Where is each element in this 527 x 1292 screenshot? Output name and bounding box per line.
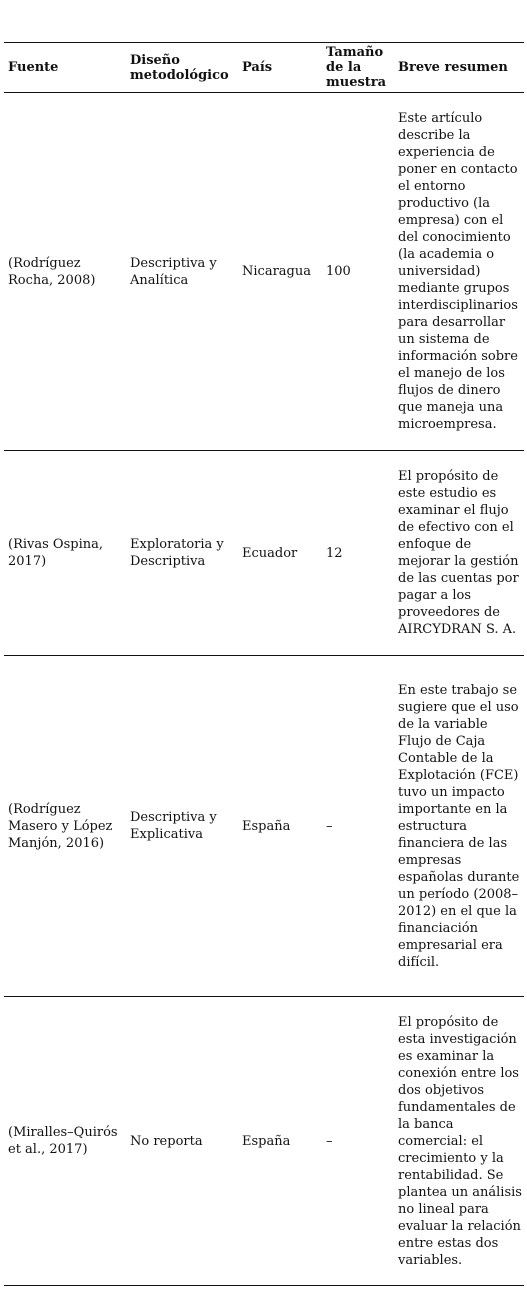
- cell-design: Descriptiva y Explicativa: [130, 810, 217, 842]
- table-row: [4, 93, 524, 451]
- table-body: [4, 93, 524, 1286]
- cell-country: Ecuador: [242, 545, 298, 561]
- header-country: País: [242, 60, 273, 75]
- cell-design: Exploratoria y Descriptiva: [130, 537, 224, 569]
- header-sample: Tamaño de la muestra: [326, 45, 387, 90]
- header-design: Diseño metodológico: [130, 52, 229, 83]
- cell-summary: El propósito de esta investigación es examinar la conexión entre los dos objetivos fundamentales de la banca comercial: el crecimiento y la rentabilidad. Se plantea un análisis no lineal para evaluar la relación entre estas dos variables.: [398, 1014, 522, 1268]
- cell-country: Nicaragua: [242, 264, 311, 279]
- cell-design: Descriptiva y Analítica: [130, 255, 217, 288]
- cell-summary: El propósito de este estudio es examinar el flujo de efectivo con el enfoque de mejorar la gestión de las cuentas por pagar a los proveedores de AIRCYDRAN S. A.: [398, 469, 519, 637]
- cell-summary: Este artículo describe la experiencia de poner en contacto el entorno productivo (la empresa) con el del conocimiento (la academia o universidad) mediante grupos interdisciplinarios para desarrollar un sistema de información sobre el manejo de los flujos de dinero que maneja una microempresa.: [398, 111, 518, 432]
- header-row: [4, 43, 524, 93]
- literature-table: [4, 42, 524, 1286]
- cell-source: (Rodríguez Masero y López Manjón, 2016): [8, 801, 113, 851]
- cell-sample: –: [326, 1133, 333, 1149]
- table-row: [4, 997, 524, 1286]
- table-row: [4, 656, 524, 997]
- cell-country: España: [242, 818, 291, 834]
- cell-summary: En este trabajo se sugiere que el uso de la variable Flujo de Caja Contable de la Explotación (FCE) tuvo un impacto importante en la estructura financiera de las empresas españolas durante un período (2008–2012) en el que la financiación empresarial era difícil.: [398, 682, 520, 970]
- table-header: [4, 43, 524, 93]
- cell-source: (Miralles–Quirós et al., 2017): [8, 1125, 118, 1157]
- cell-source: (Rodríguez Rocha, 2008): [8, 255, 96, 288]
- cell-sample: 12: [326, 545, 343, 561]
- cell-country: España: [242, 1133, 291, 1149]
- header-source: Fuente: [8, 60, 59, 75]
- table-row: [4, 451, 524, 656]
- cell-sample: 100: [326, 264, 351, 279]
- cell-sample: –: [326, 818, 333, 834]
- cell-design: No reporta: [130, 1133, 203, 1149]
- header-summary: Breve resumen: [398, 60, 508, 75]
- cell-source: (Rivas Ospina, 2017): [8, 537, 103, 569]
